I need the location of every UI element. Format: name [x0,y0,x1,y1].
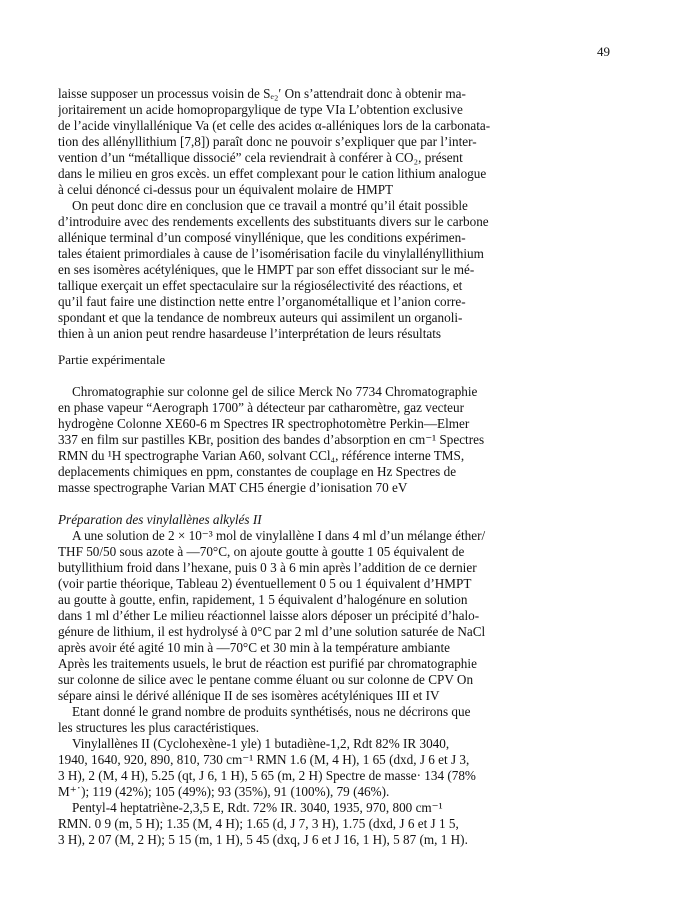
text-line: tion des allényllithium [7,8]) paraît donc ne pouvoir s’expliquer que par l’inter- [58,134,477,149]
text-line: dans le milieu en gros excès. un effet complexant pour le cation lithium analogue [58,166,487,181]
text-line: allénique terminal d’un composé vinyllénique, que les conditions expérimen- [58,230,466,245]
text-line: RMN du ¹H spectrographe Varian A60, solvant CCl₄, référence interne TMS, [58,448,465,463]
text-line: après avoir été agité 10 min à —70°C et 30 min à la température ambiante [58,640,450,655]
text-line: joritairement un acide homopropargylique de type VIa L’obtention exclusive [58,102,463,117]
text-line: les structures les plus caractéristiques. [58,720,260,735]
text-line: en phase vapeur “Aerograph 1700” à détecteur par catharomètre, gaz vecteur [58,400,465,415]
text-line: deplacements chimiques en ppm, constantes de couplage en Hz Spectres de [58,464,457,479]
text-line: sur colonne de silice avec le pentane comme éluant ou sur colonne de CPV On [58,672,474,687]
text-line: (voir partie théorique, Tableau 2) éventuellement 0 5 ou 1 équivalent d’HMPT [58,576,472,591]
text-line: A une solution de 2 × 10⁻³ mol de vinylallène I dans 4 ml d’un mélange éther/ [72,528,486,543]
text-line: génure de lithium, il est hydrolysé à 0°C par 2 ml d’une solution saturée de NaCl [58,624,486,639]
text-line: d’introduire avec des rendements excellents des substituants divers sur le carbone [58,214,489,229]
section-heading: Partie expérimentale [58,352,166,367]
text-line: thien à un anion peut rendre hasardeuse l’interprétation de leurs résultats [58,326,442,341]
text-line: 3 H), 2 (M, 4 H), 5.25 (qt, J 6, 1 H), 5 65 (m, 2 H) Spectre de masse· 134 (78% [58,768,476,783]
text-line: 337 en film sur pastilles KBr, position des bandes d’absorption en cm⁻¹ Spectres [58,432,485,447]
text-line: spondant et que la tendance de nombreux auteurs qui assimilent un organoli- [58,310,463,325]
text-line: hydrogène Colonne XE60-6 m Spectres IR spectrophotomètre Perkin—Elmer [58,416,470,431]
text-line: à celui dénoncé ci-dessus pour un équivalent molaire de HMPT [58,182,394,197]
text-line: Chromatographie sur colonne gel de silice Merck No 7734 Chromatographie [72,384,478,399]
text-line: Etant donné le grand nombre de produits synthétisés, nous ne décrirons que [72,704,471,719]
text-line: au goutte à goutte, enfin, rapidement, 1 5 équivalent d’halogénure en solution [58,592,468,607]
text-line: 3 H), 2 07 (M, 2 H); 5 15 (m, 1 H), 5 45 (dxq, J 6 et J 16, 1 H), 5 87 (m, 1 H). [58,832,468,847]
text-line: M⁺˙); 119 (42%); 105 (49%); 93 (35%), 91 (100%), 79 (46%). [58,784,390,799]
text-line: vention d’un “métallique dissocié” cela reviendrait à conférer à CO₂, présent [58,150,463,165]
text-line: Après les traitements usuels, le brut de réaction est purifié par chromatographie [58,656,477,671]
text-line: RMN. 0 9 (m, 5 H); 1.35 (M, 4 H); 1.65 (d, J 7, 3 H), 1.75 (dxd, J 6 et J 1 5, [58,816,459,831]
text-line: laisse supposer un processus voisin de Sₑ₂′ On s’attendrait donc à obtenir ma- [58,86,466,101]
text-line: tales étaient primordiales à cause de l’isomérisation facile du vinylallényllithium [58,246,484,261]
text-line: 1940, 1640, 920, 890, 810, 730 cm⁻¹ RMN 1.6 (M, 4 H), 1 65 (dxd, J 6 et J 3, [58,752,470,767]
text-line: Vinylallènes II (Cyclohexène-1 yle) 1 butadiène-1,2, Rdt 82% IR 3040, [72,736,450,751]
subsection-heading: Préparation des vinylallènes alkylés II [58,512,262,527]
text-line: en ses isomères acétyléniques, que le HMPT par son effet dissociant sur le mé- [58,262,475,277]
text-line: tallique exerçait un effet spectaculaire sur la régiosélectivité des réactions, et [58,278,463,293]
text-line: sépare ainsi le dérivé allénique II de ses isomères acétyléniques III et IV [58,688,440,703]
text-line: de l’acide vinyllallénique Va (et celle des acides α-alléniques lors de la carbonata- [58,118,491,133]
text-line: masse spectrographe Varian MAT CH5 énergie d’ionisation 70 eV [58,480,408,495]
text-line: On peut donc dire en conclusion que ce travail a montré qu’il était possible [72,198,468,213]
page-number: 49 [597,44,610,59]
text-line: THF 50/50 sous azote à —70°C, on ajoute goutte à goutte 1 05 équivalent de [58,544,465,559]
text-line: butyllithium froid dans l’hexane, puis 0 3 à 6 min après l’addition de ce dernier [58,560,477,575]
text-line: dans 1 ml d’éther Le milieu réactionnel laisse alors déposer un précipité d’halo- [58,608,480,623]
text-line: Pentyl-4 heptatriène-2,3,5 E, Rdt. 72% IR. 3040, 1935, 970, 800 cm⁻¹ [72,800,443,815]
text-line: qu’il faut faire une distinction nette entre l’organométallique et l’anion corre- [58,294,466,309]
